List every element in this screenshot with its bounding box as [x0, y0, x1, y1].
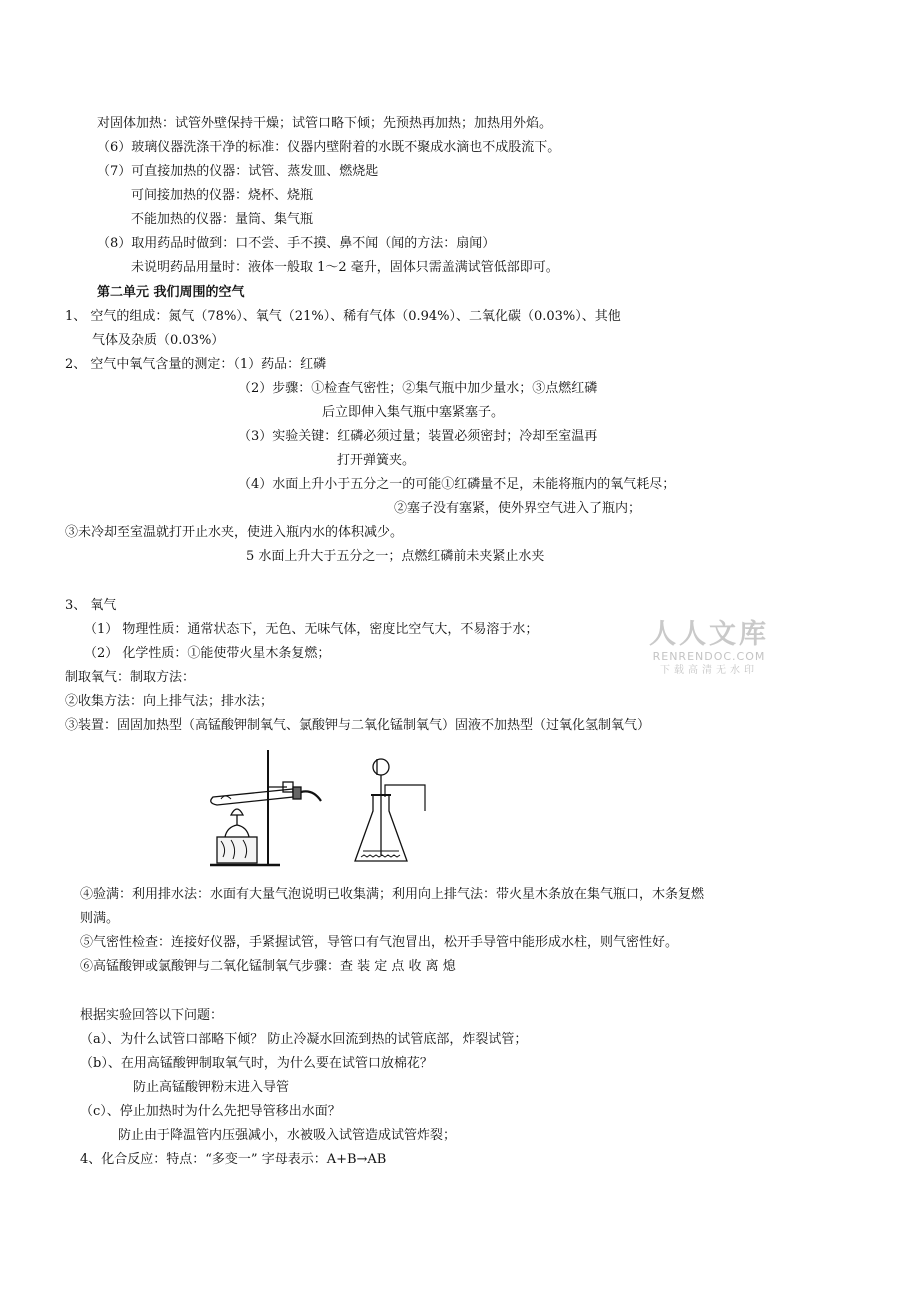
text-line: （2） 化学性质：①能使带火星木条复燃；	[84, 646, 331, 661]
text-line: 对固体加热：试管外壁保持干燥；试管口略下倾；先预热再加热；加热用外焰。	[97, 116, 553, 131]
text-line: ③装置：固固加热型（高锰酸钾制氧气、氯酸钾与二氧化锰制氧气）固液不加热型（过氧化氢制氧气）	[65, 718, 651, 733]
text-line: 气体及杂质（0.03%）	[92, 333, 225, 348]
solid-liquid-apparatus-illustration	[355, 759, 425, 861]
oxygen-apparatus-figure	[205, 745, 440, 870]
text-line: 2、 空气中氧气含量的测定：（1）药品：红磷	[65, 357, 327, 372]
text-line: 防止高锰酸钾粉末进入导管	[133, 1080, 290, 1095]
text-line: 1、 空气的组成：氮气（78%）、氧气（21%）、稀有气体（0.94%）、二氧化碳（0.03%）、其他	[65, 309, 621, 324]
text-line: 则满。	[80, 911, 120, 926]
text-line: 不能加热的仪器：量筒、集气瓶	[131, 212, 314, 227]
text-line: （3）实验关键：红磷必须过量；装置必须密封；冷却至室温再	[238, 429, 598, 444]
section-heading: 第二单元 我们周围的空气	[97, 285, 245, 300]
text-line: ⑤气密性检查：连接好仪器，手紧握试管，导管口有气泡冒出，松开手导管中能形成水柱，则气密性好。	[80, 935, 679, 950]
text-line: （6）玻璃仪器洗涤干净的标准：仪器内壁附着的水既不聚成水滴也不成股流下。	[97, 140, 561, 155]
text-line: 可间接加热的仪器：烧杯、烧瓶	[131, 188, 314, 203]
text-line: （1） 物理性质：通常状态下，无色、无味气体，密度比空气大，不易溶于水；	[84, 622, 539, 637]
text-line: （2）步骤：①检查气密性；②集气瓶中加少量水；③点燃红磷	[238, 381, 598, 396]
text-line: ②收集方法：向上排气法；排水法；	[65, 694, 274, 709]
text-line: （7）可直接加热的仪器：试管、蒸发皿、燃烧匙	[97, 164, 379, 179]
text-line: （a）、为什么试管口部略下倾？ 防止冷凝水回流到热的试管底部，炸裂试管；	[80, 1032, 528, 1047]
text-line: ④验满：利用排水法：水面有大量气泡说明已收集满；利用向上排气法：带火星木条放在集气瓶口，木条复燃	[80, 887, 705, 902]
watermark-url: RENRENDOC.COM	[652, 650, 766, 663]
watermark-title: 人人文库	[649, 619, 769, 650]
text-line: 后立即伸入集气瓶中塞紧塞子。	[322, 405, 505, 420]
text-line: 4、化合反应：特点：“多变一” 字母表示：A+B→AB	[80, 1152, 387, 1167]
text-line: 3、 氧气	[65, 598, 117, 613]
watermark-subtitle: 下载高清无水印	[660, 665, 758, 676]
text-line: ②塞子没有塞紧，使外界空气进入了瓶内；	[394, 501, 642, 516]
text-line: （c）、停止加热时为什么先把导管移出水面？	[80, 1104, 341, 1119]
solid-heating-apparatus-illustration	[210, 750, 321, 865]
text-line: 未说明药品用量时：液体一般取 1～2 毫升，固体只需盖满试管低部即可。	[131, 260, 559, 275]
watermark	[644, 620, 774, 678]
text-line: （4）水面上升小于五分之一的可能①红磷量不足，未能将瓶内的氧气耗尽；	[238, 477, 676, 492]
text-line: 5 水面上升大于五分之一；点燃红磷前未夹紧止水夹	[246, 549, 545, 564]
text-line: ⑥高锰酸钾或氯酸钾与二氧化锰制氧气步骤：查 装 定 点 收 离 熄	[80, 959, 456, 974]
text-line: （b）、在用高锰酸钾制取氧气时，为什么要在试管口放棉花？	[80, 1056, 433, 1071]
text-line: ③未冷却至室温就打开止水夹，使进入瓶内水的体积减少。	[65, 525, 404, 540]
text-line: 防止由于降温管内压强减小，水被吸入试管造成试管炸裂；	[118, 1128, 457, 1143]
text-line: 打开弹簧夹。	[337, 453, 416, 468]
text-line: （8）取用药品时做到：口不尝、手不摸、鼻不闻（闻的方法：扇闻）	[97, 236, 496, 251]
text-line: 制取氧气：制取方法：	[65, 670, 196, 685]
text-line: 根据实验回答以下问题：	[80, 1008, 224, 1023]
